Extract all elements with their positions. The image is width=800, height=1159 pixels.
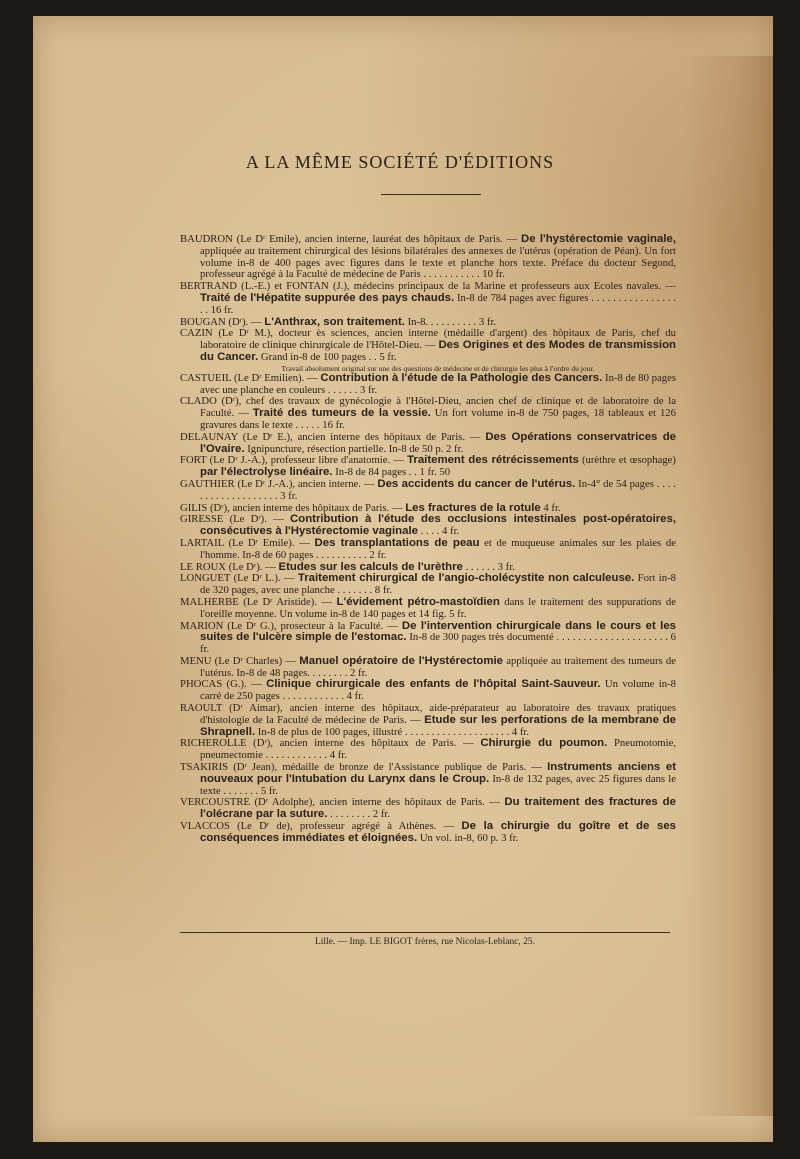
catalog-entry <box>180 396 676 431</box>
entry-text: In-8 de 80 pages avec une planche en couleurs . . . . . . 3 fr. <box>200 371 676 396</box>
entry-text: GIRESSE (Le Dʳ). — <box>180 513 291 526</box>
entry-title: Des Opérations conservatrices de l'Ovaire. <box>200 430 676 455</box>
entry-text: LARTAIL (Le Dʳ Emile). — <box>180 536 315 549</box>
entry-text: et de muqueuse animales sur les plaies de l'homme. In-8 de 60 pages . . . . . . . . . . 2 fr. <box>200 536 676 561</box>
entry-text: In-8 de 300 pages très documenté . . . . . . . . . . . . . . . . . . . . . 6 fr. <box>200 631 677 656</box>
entry-text: Ignipuncture, résection partielle. In-8 de 50 p. 2 fr. <box>244 442 464 455</box>
entry-text: . . . . 4 fr. <box>417 525 460 538</box>
entry-text: In-8 de 132 pages, avec 25 figures dans le texte . . . . . . . 5 fr. <box>200 772 676 797</box>
entry-title: Chirurgie du poumon. <box>480 737 608 750</box>
entry-text: MENU (Le Dʳ Charles) — <box>180 654 300 667</box>
entry-title: Les fractures de la rotule <box>405 501 541 514</box>
entry-text: DELAUNAY (Le Dʳ E.), ancien interne des hôpitaux de Paris. — <box>180 430 486 443</box>
entry-text: In-8. . . . . . . . . . 3 fr. <box>404 315 497 328</box>
catalog-entry <box>180 234 676 281</box>
page-edge-stain <box>683 56 773 1116</box>
entry-title: De l'intervention chirurgicale dans le cours et les suites de l'ulcère simple de l'estomac. <box>200 619 676 644</box>
catalog-entry <box>180 621 676 656</box>
catalog-entry <box>180 479 676 503</box>
entry-title: Des accidents du cancer de l'utérus. <box>377 477 576 490</box>
catalog-entry <box>180 738 676 762</box>
entry-text: CAZIN (Le Dʳ M.), docteur ès sciences, ancien interne (médaille d'argent) des hôpitaux de Paris, chef du laboratoire de clinique chirurgicale de l'Hôtel-Dieu. — <box>180 327 676 352</box>
entry-title: Traité des tumeurs de la vessie. <box>252 407 431 420</box>
entry-title: Des Origines et des Modes de transmission du Cancer. <box>200 339 676 363</box>
entry-title: Du traitement des fractures de l'olécrane par la suture. <box>200 796 676 821</box>
entry-text: MALHERBE (Le Dʳ Aristide). — <box>180 595 337 608</box>
entry-title: Contribution à l'étude de la Pathologie des Cancers. <box>320 371 603 384</box>
entry-text: BOUGAN (Dʳ). — <box>180 315 265 328</box>
catalog-entry <box>180 281 676 316</box>
entry-text: RICHEROLLE (Dʳ), ancien interne des hôpitaux de Paris. — <box>180 737 481 750</box>
entry-title: De la chirurgie du goître et de ses conséquences immédiates et éloignées. <box>200 820 676 844</box>
entry-text: In-8 de 784 pages avec figures . . . . . . . . . . . . . . . . . . 16 fr. <box>200 291 676 316</box>
entry-text: Pneumotomie, pneumectomie . . . . . . . . . . . . 4 fr. <box>200 737 677 762</box>
entry-text: In-8 de plus de 100 pages, illustré . . . . . . . . . . . . . . . . . . . . 4 fr. <box>255 725 530 738</box>
catalog-entry <box>180 656 676 680</box>
catalog-entry <box>180 538 676 562</box>
entry-text: GILIS (Dʳ), ancien interne des hôpitaux de Paris. — <box>180 501 406 514</box>
entry-text: In-8 de 84 pages . . 1 fr. 50 <box>332 466 451 479</box>
entry-text: In-4° de 54 pages . . . . . . . . . . . . . . . . . . . 3 fr. <box>200 477 676 502</box>
entry-title: Etudes sur les calculs de l'urèthre <box>278 560 463 573</box>
entry-title: Traitement chirurgical de l'angio-cholécystite non calculeuse. <box>297 572 635 585</box>
entry-text: BERTRAND (L.-E.) et FONTAN (J.), médecins principaux de la Marine et professeurs aux Ecoles navales. — <box>180 280 676 293</box>
entry-text: CLADO (Dʳ), chef des travaux de gynécologie à l'Hôtel-Dieu, ancien chef de clinique et de laboratoire de la Faculté. — <box>180 395 676 420</box>
catalog-entry <box>180 821 676 845</box>
catalog-entry <box>180 455 676 479</box>
entry-text: appliquée au traitement des tumeurs de l'utérus. In-8 de 48 pages. . . . . . . . 2 fr. <box>200 654 677 679</box>
entry-text: VERCOUSTRE (Dʳ Adolphe), ancien interne des hôpitaux de Paris. — <box>180 796 505 809</box>
entry-title: L'évidement pétro-mastoïdien <box>336 595 500 608</box>
entry-text: LONGUET (Le Dʳ L.). — <box>180 572 298 585</box>
catalog-entry <box>180 328 676 372</box>
imprint-line: Lille. — Imp. LE BIGOT frères, rue Nicolas-Leblanc, 25. <box>314 937 536 947</box>
entry-text: Un fort volume in-8 de 750 pages, 18 tableaux et 126 gravures dans le texte . . . . . 16 fr. <box>200 407 676 431</box>
entry-note: Travail absolument original sur une des questions de médecine et de chirurgie les plus à l'ordre du jour. <box>281 363 595 373</box>
entry-text: FORT (Le Dʳ J.-A.), professeur libre d'anatomie. — <box>180 454 408 467</box>
catalog-entry <box>180 679 676 703</box>
entry-text: GAUTHIER (Le Dʳ J.-A.), ancien interne. — <box>180 477 378 490</box>
entry-text: . . . . . . 3 fr. <box>462 560 515 573</box>
entry-title: Traité de l'Hépatite suppurée des pays chauds. <box>200 291 455 304</box>
entry-title: Instruments anciens et nouveaux pour l'Intubation du Larynx dans le Croup. <box>200 761 676 785</box>
entry-text: CASTUEIL (Le Dʳ Emilien). — <box>180 371 321 384</box>
entry-title: L'Anthrax, son traitement. <box>264 315 405 328</box>
catalog-entry <box>180 762 676 797</box>
catalog-entry <box>180 514 676 538</box>
page-title: A LA MÊME SOCIÉTÉ D'ÉDITIONS <box>245 152 555 172</box>
entry-title: par l'électrolyse linéaire. <box>200 466 333 479</box>
catalog-entry <box>180 573 676 597</box>
entry-text: VLACCOS (Le Dʳ de), professeur agrégé à Athènes. — <box>180 820 462 833</box>
entry-text: . . . . . . . . 2 fr. <box>327 808 391 821</box>
entry-text: dans le traitement des suppurations de l'oreille moyenne. Un volume in-8 de 140 pages et 14 fig. 5 fr. <box>200 595 676 620</box>
entry-title: Clinique chirurgicale des enfants de l'hôpital Saint-Sauveur. <box>266 678 601 691</box>
entry-title: Etude sur les perforations de la membrane de Shrapnell. <box>200 713 676 738</box>
footer-divider <box>180 932 670 933</box>
entry-text: RAOULT (Dʳ Aimar), ancien interne des hôpitaux, aide-préparateur au laboratoire des travaux pratiques d'histologie de la Faculté de médecine de Paris. — <box>180 702 676 726</box>
entry-title: Manuel opératoire de l'Hystérectomie <box>299 654 504 667</box>
entry-text: Un vol. in-8, 60 p. 3 fr. <box>417 831 519 844</box>
entry-text: appliquée au traitement chirurgical des lésions bilatérales des annexes de l'utérus (opération de Péan). Un fort volume in-8 de 400 pages avec figures dans le texte et planche hors texte. Préface du docteur Segond, professeur agrégé à la Faculté de médecine de Paris . . . . . . . . . . . 10 fr. <box>200 244 676 281</box>
entry-text: 4 fr. <box>540 501 561 514</box>
catalog-entry <box>180 703 676 738</box>
entry-text: PHOCAS (G.). — <box>180 678 267 691</box>
catalog-entry <box>180 373 676 397</box>
entry-title: Des transplantations de peau <box>314 536 480 549</box>
title-divider <box>381 194 481 195</box>
catalog-entry <box>180 432 676 456</box>
entry-title: Contribution à l'étude des occlusions intestinales post-opératoires, consécutives à l'Hystérectomie vaginale <box>200 513 677 538</box>
catalog-list <box>180 234 676 845</box>
catalog-entry <box>180 597 676 621</box>
entry-text: TSAKIRIS (Dʳ Jean), médaille de bronze de l'Assistance publique de Paris. — <box>180 761 548 774</box>
entry-text: LE ROUX (Le Dʳ). — <box>180 560 279 573</box>
entry-title: De l'hystérectomie vaginale, <box>520 233 676 245</box>
catalog-entry <box>180 797 676 821</box>
entry-title: Traitement des rétrécissements <box>407 454 579 467</box>
entry-text: MARION (Le Dʳ G.), prosecteur à la Faculté. — <box>180 619 402 632</box>
entry-text: Fort in-8 de 320 pages, avec une planche . . . . . . . 8 fr. <box>200 572 676 597</box>
entry-text: Grand in-8 de 100 pages . . 5 fr. <box>258 350 397 363</box>
entry-text: BAUDRON (Le Dʳ Emile), ancien interne, lauréat des hôpitaux de Paris. — <box>180 233 521 245</box>
entry-text: Un volume in-8 carré de 250 pages . . . . . . . . . . . . 4 fr. <box>200 678 676 703</box>
entry-text: (urèthre et œsophage) <box>578 454 676 467</box>
